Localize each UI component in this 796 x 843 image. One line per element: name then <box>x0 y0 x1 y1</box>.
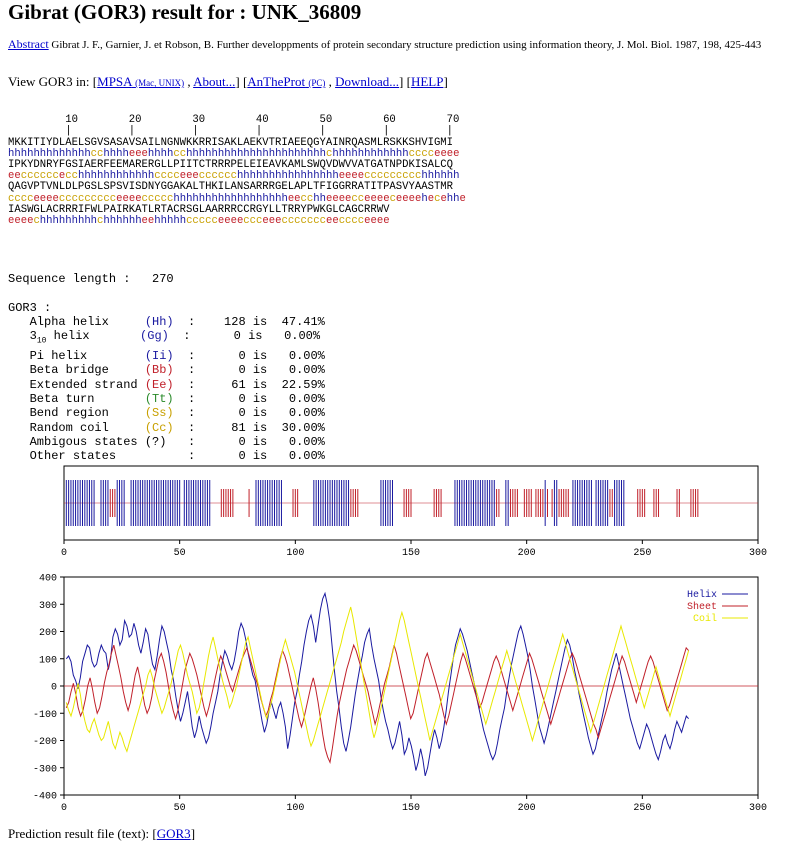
x-tick-label: 50 <box>173 548 186 559</box>
legend-label-sheet: Sheet <box>686 602 717 613</box>
stat-values: : 81 is 30.00% <box>188 420 325 435</box>
stat-values: : 128 is 47.41% <box>188 315 325 330</box>
view-prefix: View GOR3 in: [ <box>8 74 98 89</box>
stat-values: : 0 is 0.00% <box>188 449 325 464</box>
y-tick-label: -300 <box>32 764 57 776</box>
stat-name: Ambigous states <box>29 434 145 449</box>
stat-values: : 0 is 0.00% <box>188 406 325 421</box>
prediction-row: eeccccccecchhhhhhhhhhhhcccceeecccccchhhhhhhhhhhhhhhheeeeccccccccchhhhhh <box>8 170 460 183</box>
stat-name: Bend region <box>29 406 145 421</box>
sequence-length-value: 270 <box>152 272 174 287</box>
score-line-chart <box>33 574 767 815</box>
footer <box>8 826 195 842</box>
stat-code: (Hh) <box>144 315 189 330</box>
stat-name: Alpha helix <box>29 315 145 330</box>
prediction-row: hhhhhhhhhhhhhcchhhheeehhhhcchhhhhhhhhhhhhhhhhhhhhhchhhhhhhhhhhhcccceeee <box>8 147 460 160</box>
y-tick-label: -200 <box>32 737 57 748</box>
legend-label-coil: Coil <box>692 614 717 625</box>
stat-name: Pi helix <box>29 349 145 364</box>
stat-code: (Bb) <box>144 363 189 378</box>
x-tick-label: 250 <box>633 803 652 814</box>
prediction-row: cccceeeeccccccccceeeeccccchhhhhhhhhhhhhhhhhheecchheeeecceeeeceeeehecehhe <box>8 192 466 205</box>
x-tick-label: 200 <box>517 803 536 814</box>
stat-name: Random coil <box>29 420 145 435</box>
gor3-label: GOR3 : <box>8 300 52 315</box>
stat-name: Beta bridge <box>29 363 145 378</box>
y-tick-label: -400 <box>32 791 57 803</box>
stat-values: : 0 is 0.00% <box>183 329 321 344</box>
x-tick-label: 300 <box>748 548 768 559</box>
stat-code: (Tt) <box>144 392 189 407</box>
stat-name: $3_{10}$ helix <box>29 329 141 346</box>
x-tick-label: 0 <box>60 548 68 559</box>
sequence-row: MKKITIYDLAELSGVSASAVSAILNGNWKKRRISAKLAEKVTRIAEEQGYAINRQASMLRSKKSHVIGMI <box>8 136 454 149</box>
sequence-row: IASWGLACRRRIFWLPAIRKATLRTACRSGLAARRRCCRGYLLTRRYPWKGLCAGCRRWV <box>8 203 390 216</box>
stat-code: (Ss) <box>144 406 189 421</box>
footer-prefix: Prediction result file (text): [ <box>8 826 157 841</box>
stat-name: Other states <box>29 449 145 464</box>
x-tick-label: 0 <box>60 803 68 814</box>
stat-values: : 61 is 22.59% <box>188 377 325 392</box>
stat-values: : 0 is 0.00% <box>188 363 325 378</box>
stat-code: (Gg) <box>140 329 184 344</box>
stat-values: : 0 is 0.00% <box>188 392 325 407</box>
y-tick-label: 0 <box>50 682 57 694</box>
x-tick-label: 150 <box>401 803 421 814</box>
citation-text: Gibrat J. F., Garnier, J. et Robson, B. Further developpments of protein secondary structure prediction using information theory, J. Mol. Biol. 1987, 198, 425-443 <box>48 39 762 51</box>
stat-name: Beta turn <box>29 392 145 407</box>
about-link[interactable]: About... <box>193 74 236 89</box>
footer-suffix: ] <box>190 826 196 841</box>
stat-code: (?) <box>144 434 189 449</box>
sequence-length-label: Sequence length : <box>8 272 131 287</box>
stat-values: : 0 is 0.00% <box>188 349 325 364</box>
y-tick-label: 100 <box>38 655 57 667</box>
antheprot-platform: (PC) <box>308 78 326 88</box>
ruler-ticks: | | | | | | | <box>8 125 454 138</box>
stat-name: Extended strand <box>29 377 145 392</box>
x-tick-label: 300 <box>748 803 768 814</box>
x-tick-label: 100 <box>286 548 305 559</box>
prediction-bar-chart <box>61 466 767 559</box>
mpsa-label: MPSA <box>97 74 132 89</box>
legend-label-helix: Helix <box>686 590 717 601</box>
x-tick-label: 100 <box>286 803 305 814</box>
sequence-row: IPKYDNRYFGSIAERFEEMARERGLLPIITCTRRRPELEIEAVKAMLSWQVDWVVATGATNPDKISALCQ <box>8 159 454 172</box>
x-tick-label: 50 <box>173 803 186 814</box>
y-tick-label: 400 <box>38 573 57 585</box>
mpsa-platform: (Mac, UNIX) <box>135 78 185 88</box>
ruler: 10 20 30 40 50 60 70 <box>8 114 460 127</box>
x-tick-label: 150 <box>401 548 421 559</box>
x-tick-label: 250 <box>633 548 652 559</box>
prediction-row: eeeechhhhhhhhhchhhhhheehhhhhccccceeeeccceeeccccccceecccceeee <box>8 215 390 228</box>
gor3-result-link[interactable]: GOR3 <box>156 826 191 841</box>
stat-code: (Ee) <box>144 377 189 392</box>
page-title: Gibrat (GOR3) result for : UNK_36809 <box>8 0 362 24</box>
stat-values: : 0 is 0.00% <box>188 434 325 449</box>
abstract-link[interactable]: Abstract <box>8 37 49 51</box>
stat-code: (Ii) <box>144 349 189 364</box>
y-tick-label: 200 <box>38 628 57 639</box>
view-links: View GOR3 in: [MPSA (Mac, UNIX) , About...] [AnTheProt (PC) , Download...] [HELP] <box>8 74 448 89</box>
x-tick-label: 200 <box>517 548 536 559</box>
y-tick-label: -100 <box>32 709 57 721</box>
stat-code: (Cc) <box>144 420 189 435</box>
antheprot-label: AnTheProt <box>247 74 306 89</box>
sequence-row: QAGVPTVNLDLPGSLSPSVISDNYGGAKALTHKILANSARRRGELAPLTFIGGRRATITPASVYAASTMR <box>8 181 454 194</box>
y-tick-label: 300 <box>38 600 57 612</box>
download-link[interactable]: Download... <box>335 74 400 89</box>
help-link[interactable]: HELP <box>410 74 444 89</box>
